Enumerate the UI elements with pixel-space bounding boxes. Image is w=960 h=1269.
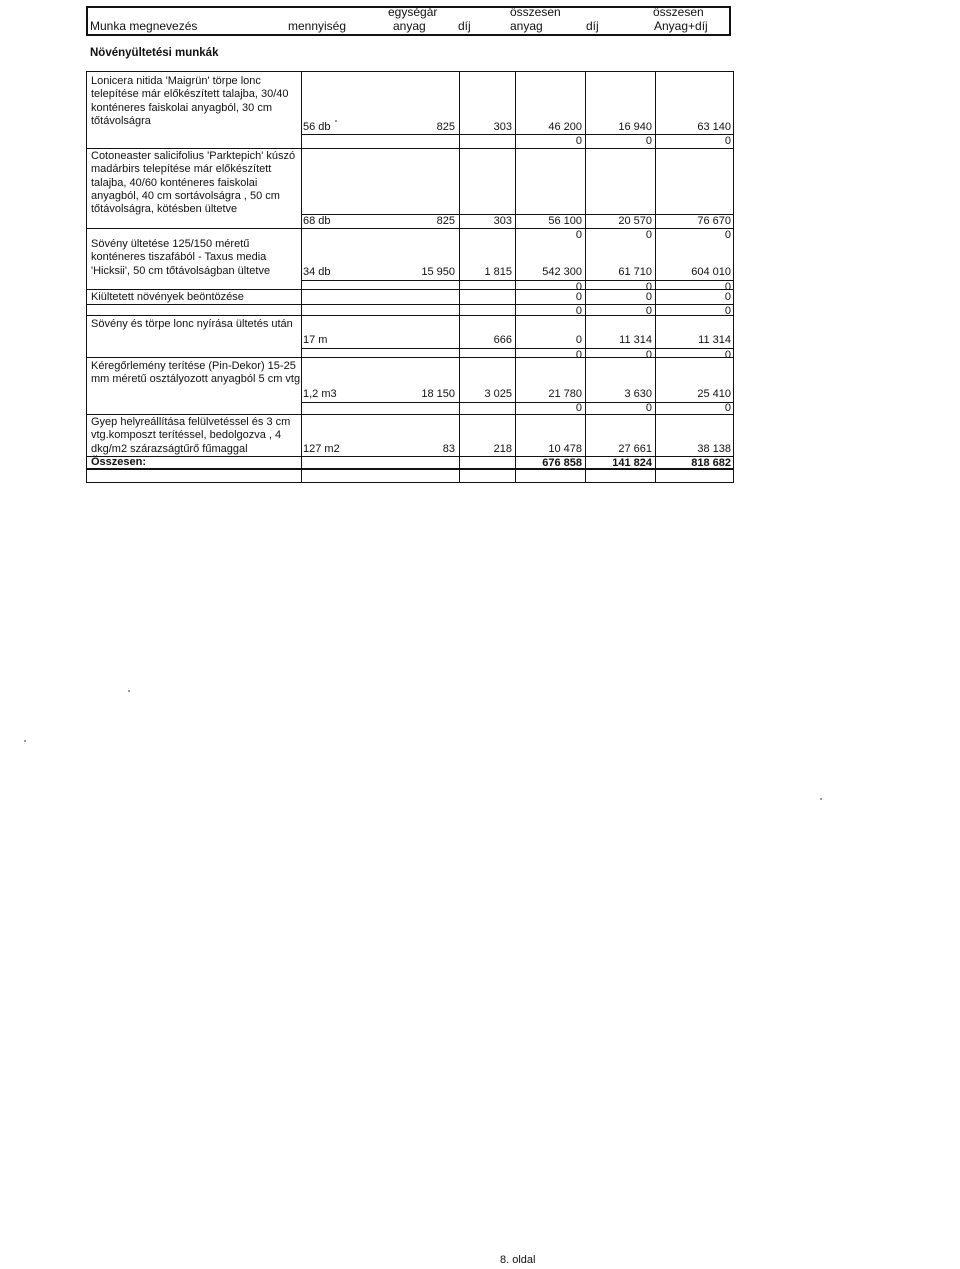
item-total: 63 140 — [697, 121, 731, 133]
item-unit-anyag: 825 — [436, 215, 455, 227]
section-title: Növényültetési munkák — [90, 47, 219, 59]
zero-value: 0 — [575, 135, 582, 147]
item-quantity: 1,2 m3 — [303, 388, 337, 400]
item-total-dij: 61 710 — [618, 266, 652, 278]
item-total: 76 670 — [697, 215, 731, 227]
item-total: 0 — [724, 291, 731, 303]
cost-table — [86, 71, 734, 483]
item-total-anyag: 21 780 — [548, 388, 582, 400]
item-unit-dij: 666 — [493, 334, 512, 346]
row-divider — [87, 148, 733, 149]
item-total-anyag: 46 200 — [548, 121, 582, 133]
item-unit-anyag: 825 — [436, 121, 455, 133]
scan-speck — [335, 120, 337, 122]
header-anyag-dij: Anyag+díj — [654, 19, 708, 33]
header-osszesen-2: összesen — [653, 5, 704, 19]
header-osszesen-1: összesen — [510, 5, 561, 19]
zero-value: 0 — [575, 402, 582, 414]
item-quantity: 127 m2 — [303, 443, 340, 455]
item-total-dij: 27 661 — [618, 443, 652, 455]
zero-value: 0 — [724, 229, 731, 241]
item-total-dij: 0 — [645, 291, 652, 303]
item-total-dij: 16 940 — [618, 121, 652, 133]
summary-total-dij: 141 824 — [612, 457, 652, 469]
item-description: Lonicera nitida 'Maigrün' törpe lonc telepítése már előkészített talajba, 30/40 konténeres faiskolai anyagból, 30 cm tőtávolságra — [91, 75, 289, 127]
item-total: 604 010 — [691, 266, 731, 278]
zero-value: 0 — [724, 305, 731, 317]
item-total: 25 410 — [697, 388, 731, 400]
item-unit-dij: 218 — [493, 443, 512, 455]
item-unit-dij: 303 — [493, 215, 512, 227]
zero-value: 0 — [645, 135, 652, 147]
header-anyag-1: anyag — [393, 19, 426, 33]
item-total: 38 138 — [697, 443, 731, 455]
item-description: Kéregőrlemény terítése (Pin-Dekor) 15-25 mm méretű osztályozott anyagból 5 cm vtg — [91, 360, 301, 386]
zero-value: 0 — [645, 281, 652, 293]
item-description: Sövény és törpe lonc nyírása ültetés után — [91, 318, 293, 330]
zero-value: 0 — [724, 135, 731, 147]
zero-value: 0 — [645, 402, 652, 414]
item-total: 11 314 — [698, 334, 731, 346]
page-number: 8. oldal — [500, 1254, 536, 1266]
summary-grand-total: 818 682 — [691, 457, 731, 469]
zero-value: 0 — [724, 349, 731, 361]
item-quantity: 68 db — [303, 215, 331, 227]
item-unit-dij: 1 815 — [484, 266, 512, 278]
scan-speck — [128, 690, 130, 692]
item-total-anyag: 0 — [575, 291, 582, 303]
scan-speck — [820, 798, 822, 800]
zero-value: 0 — [575, 229, 582, 241]
item-total-anyag: 542 300 — [542, 266, 582, 278]
item-quantity: 56 db — [303, 121, 331, 133]
item-description: Sövény ültetése 125/150 méretű konténeres tiszafából - Taxus media 'Hicksii', 50 cm tőtávolságban ültetve — [91, 238, 271, 277]
header-egysegar: egységár — [388, 5, 438, 19]
summary-total-anyag: 676 858 — [542, 457, 582, 469]
item-unit-anyag: 15 950 — [421, 266, 455, 278]
header-dij-1: díj — [458, 19, 471, 33]
item-unit-dij: 3 025 — [484, 388, 512, 400]
summary-label: Összesen: — [91, 456, 147, 468]
item-description: Kiültetett növények beöntözése — [91, 291, 244, 303]
zero-value: 0 — [645, 229, 652, 241]
item-total-anyag: 0 — [575, 334, 582, 346]
header-mennyiseg: mennyiség — [288, 19, 347, 33]
zero-value: 0 — [575, 305, 582, 317]
zero-value: 0 — [575, 281, 582, 293]
item-total-dij: 20 570 — [618, 215, 652, 227]
header-munka-megnevezes: Munka megnevezés — [90, 19, 198, 33]
item-description: Gyep helyreállítása felülvetéssel és 3 cm vtg.komposzt terítéssel, bedolgozva , 4 dkg/m2 szárazságtűrő fűmaggal — [91, 416, 291, 455]
scan-speck — [24, 740, 26, 742]
item-unit-anyag: 83 — [442, 443, 455, 455]
zero-value: 0 — [724, 281, 731, 293]
item-quantity: 17 m — [303, 334, 328, 346]
header-anyag-2: anyag — [510, 19, 543, 33]
table-header — [86, 6, 731, 36]
header-dij-2: díj — [586, 19, 599, 33]
zero-value: 0 — [645, 349, 652, 361]
item-unit-dij: 303 — [493, 121, 512, 133]
item-description: Cotoneaster salicifolius 'Parktepich' kúszó madárbirs telepítése már előkészített talajba, 40/60 konténeres faiskolai anyagból, 40 cm sortávolságra , 50 cm tőtávolságra, kötésben ültetve — [91, 150, 296, 216]
item-total-dij: 3 630 — [624, 388, 652, 400]
item-total-anyag: 56 100 — [548, 215, 582, 227]
zero-value: 0 — [575, 349, 582, 361]
zero-value: 0 — [724, 402, 731, 414]
item-unit-anyag: 18 150 — [421, 388, 455, 400]
item-total-dij: 11 314 — [619, 334, 652, 346]
item-quantity: 34 db — [303, 266, 331, 278]
item-total-anyag: 10 478 — [548, 443, 582, 455]
zero-value: 0 — [645, 305, 652, 317]
